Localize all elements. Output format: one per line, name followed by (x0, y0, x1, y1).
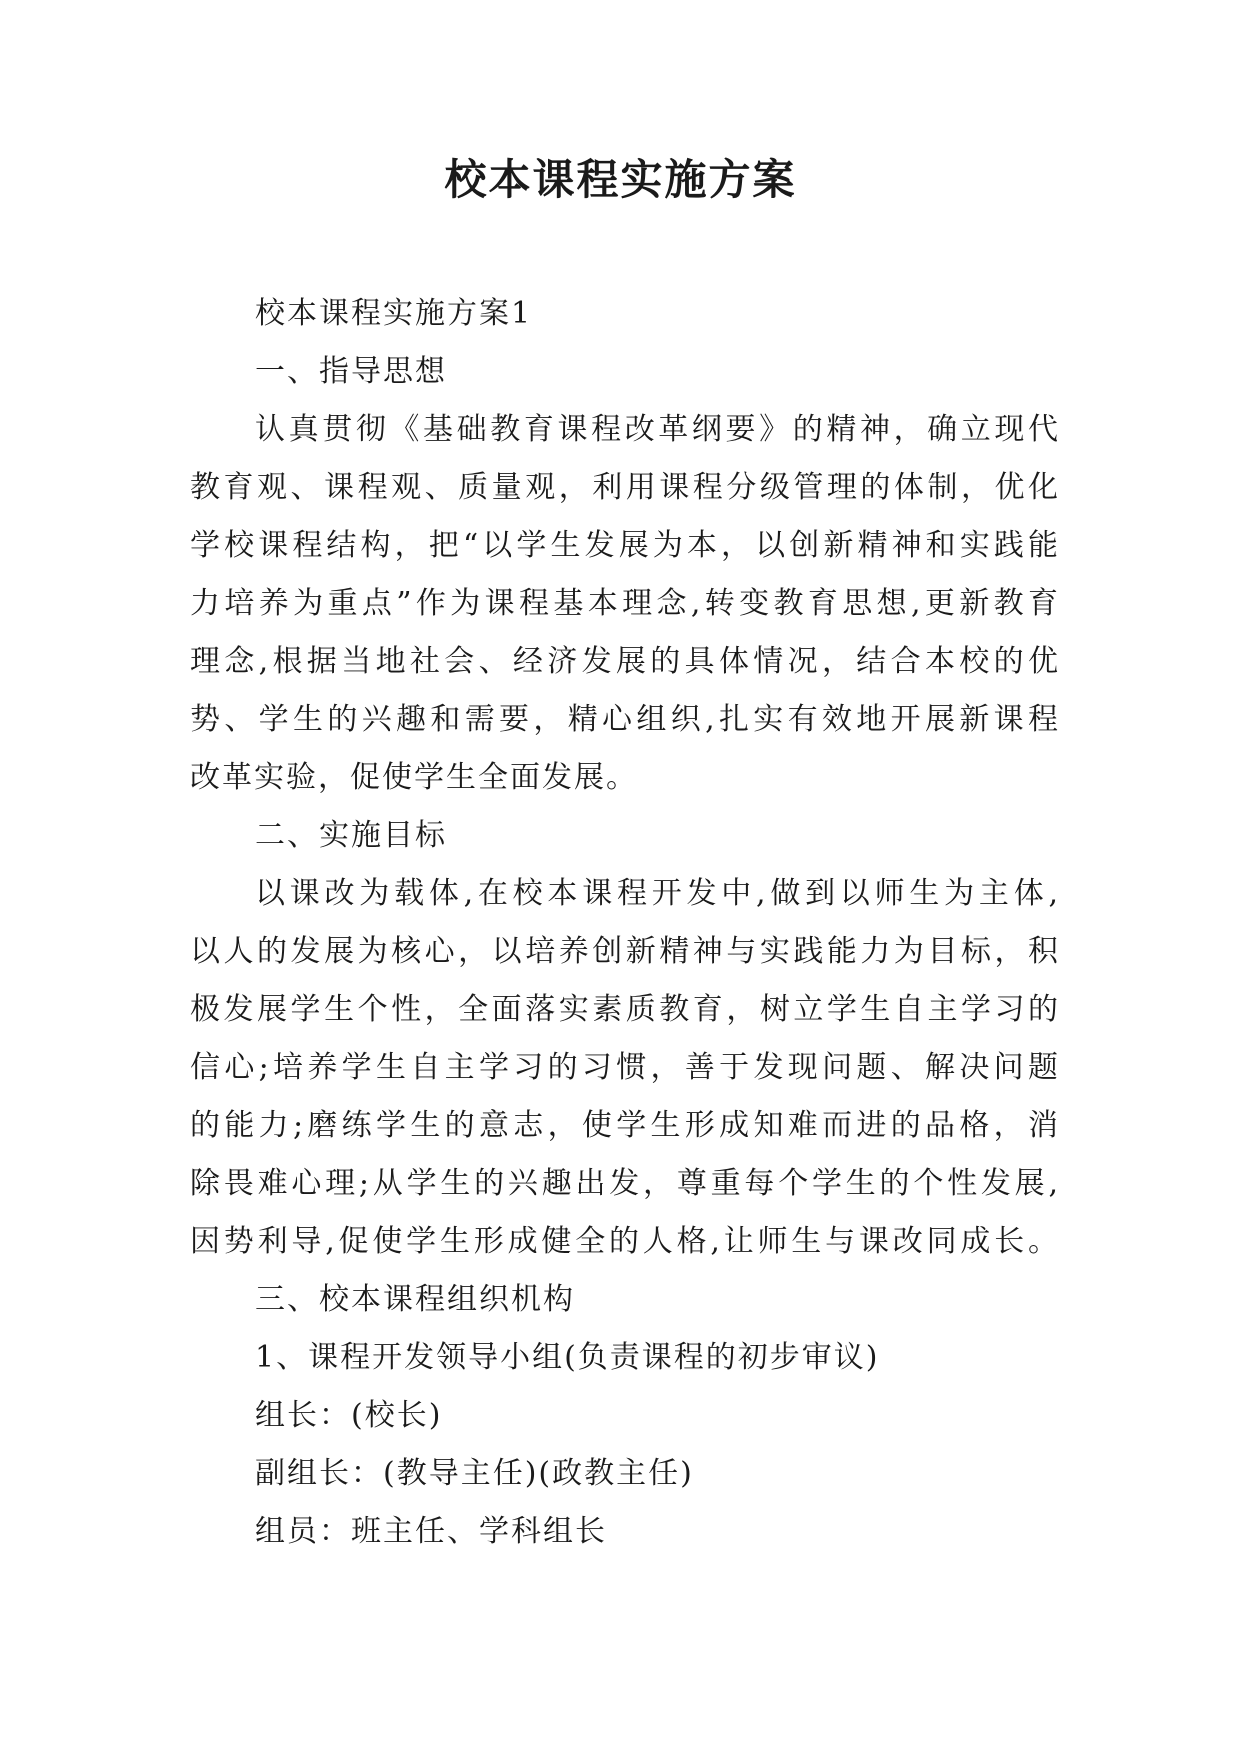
text-line: 学校课程结构，把“以学生发展为本，以创新精神和实践能 (190, 528, 1060, 563)
text-line: 教育观、课程观、质量观，利用课程分级管理的体制，优化 (190, 470, 1060, 505)
text-line: 理念,根据当地社会、经济发展的具体情况，结合本校的优 (190, 644, 1060, 679)
text-line: 组长：(校长) (255, 1398, 443, 1433)
text-line: 副组长：(教导主任)(政教主任) (255, 1456, 694, 1491)
text-line: 一、指导思想 (255, 354, 447, 389)
text-line: 势、学生的兴趣和需要，精心组织,扎实有效地开展新课程 (190, 702, 1060, 737)
text-line: 二、实施目标 (255, 818, 447, 853)
text-line: 因势利导,促使学生形成健全的人格,让师生与课改同成长。 (190, 1224, 1060, 1259)
text-line: 的能力;磨练学生的意志，使学生形成知难而进的品格，消 (190, 1108, 1060, 1143)
document-title: 校本课程实施方案 (444, 155, 797, 204)
text-line: 除畏难心理;从学生的兴趣出发，尊重每个学生的个性发展, (190, 1166, 1060, 1201)
text-line: 校本课程实施方案1 (255, 296, 533, 331)
text-line: 三、校本课程组织机构 (255, 1282, 575, 1317)
text-line: 1、课程开发领导小组(负责课程的初步审议) (255, 1340, 880, 1375)
text-line: 以课改为载体,在校本课程开发中,做到以师生为主体, (255, 876, 1060, 911)
text-line: 信心;培养学生自主学习的习惯，善于发现问题、解决问题 (190, 1050, 1060, 1085)
text-line: 认真贯彻《基础教育课程改革纲要》的精神，确立现代 (255, 412, 1060, 447)
text-line: 组员：班主任、学科组长 (255, 1514, 607, 1549)
text-line: 以人的发展为核心，以培养创新精神与实践能力为目标，积 (190, 934, 1060, 969)
text-line: 极发展学生个性，全面落实素质教育，树立学生自主学习的 (190, 992, 1060, 1027)
text-line: 改革实验，促使学生全面发展。 (190, 760, 638, 795)
text-line: 力培养为重点”作为课程基本理念,转变教育思想,更新教育 (190, 586, 1060, 621)
document-body (190, 285, 1060, 1561)
